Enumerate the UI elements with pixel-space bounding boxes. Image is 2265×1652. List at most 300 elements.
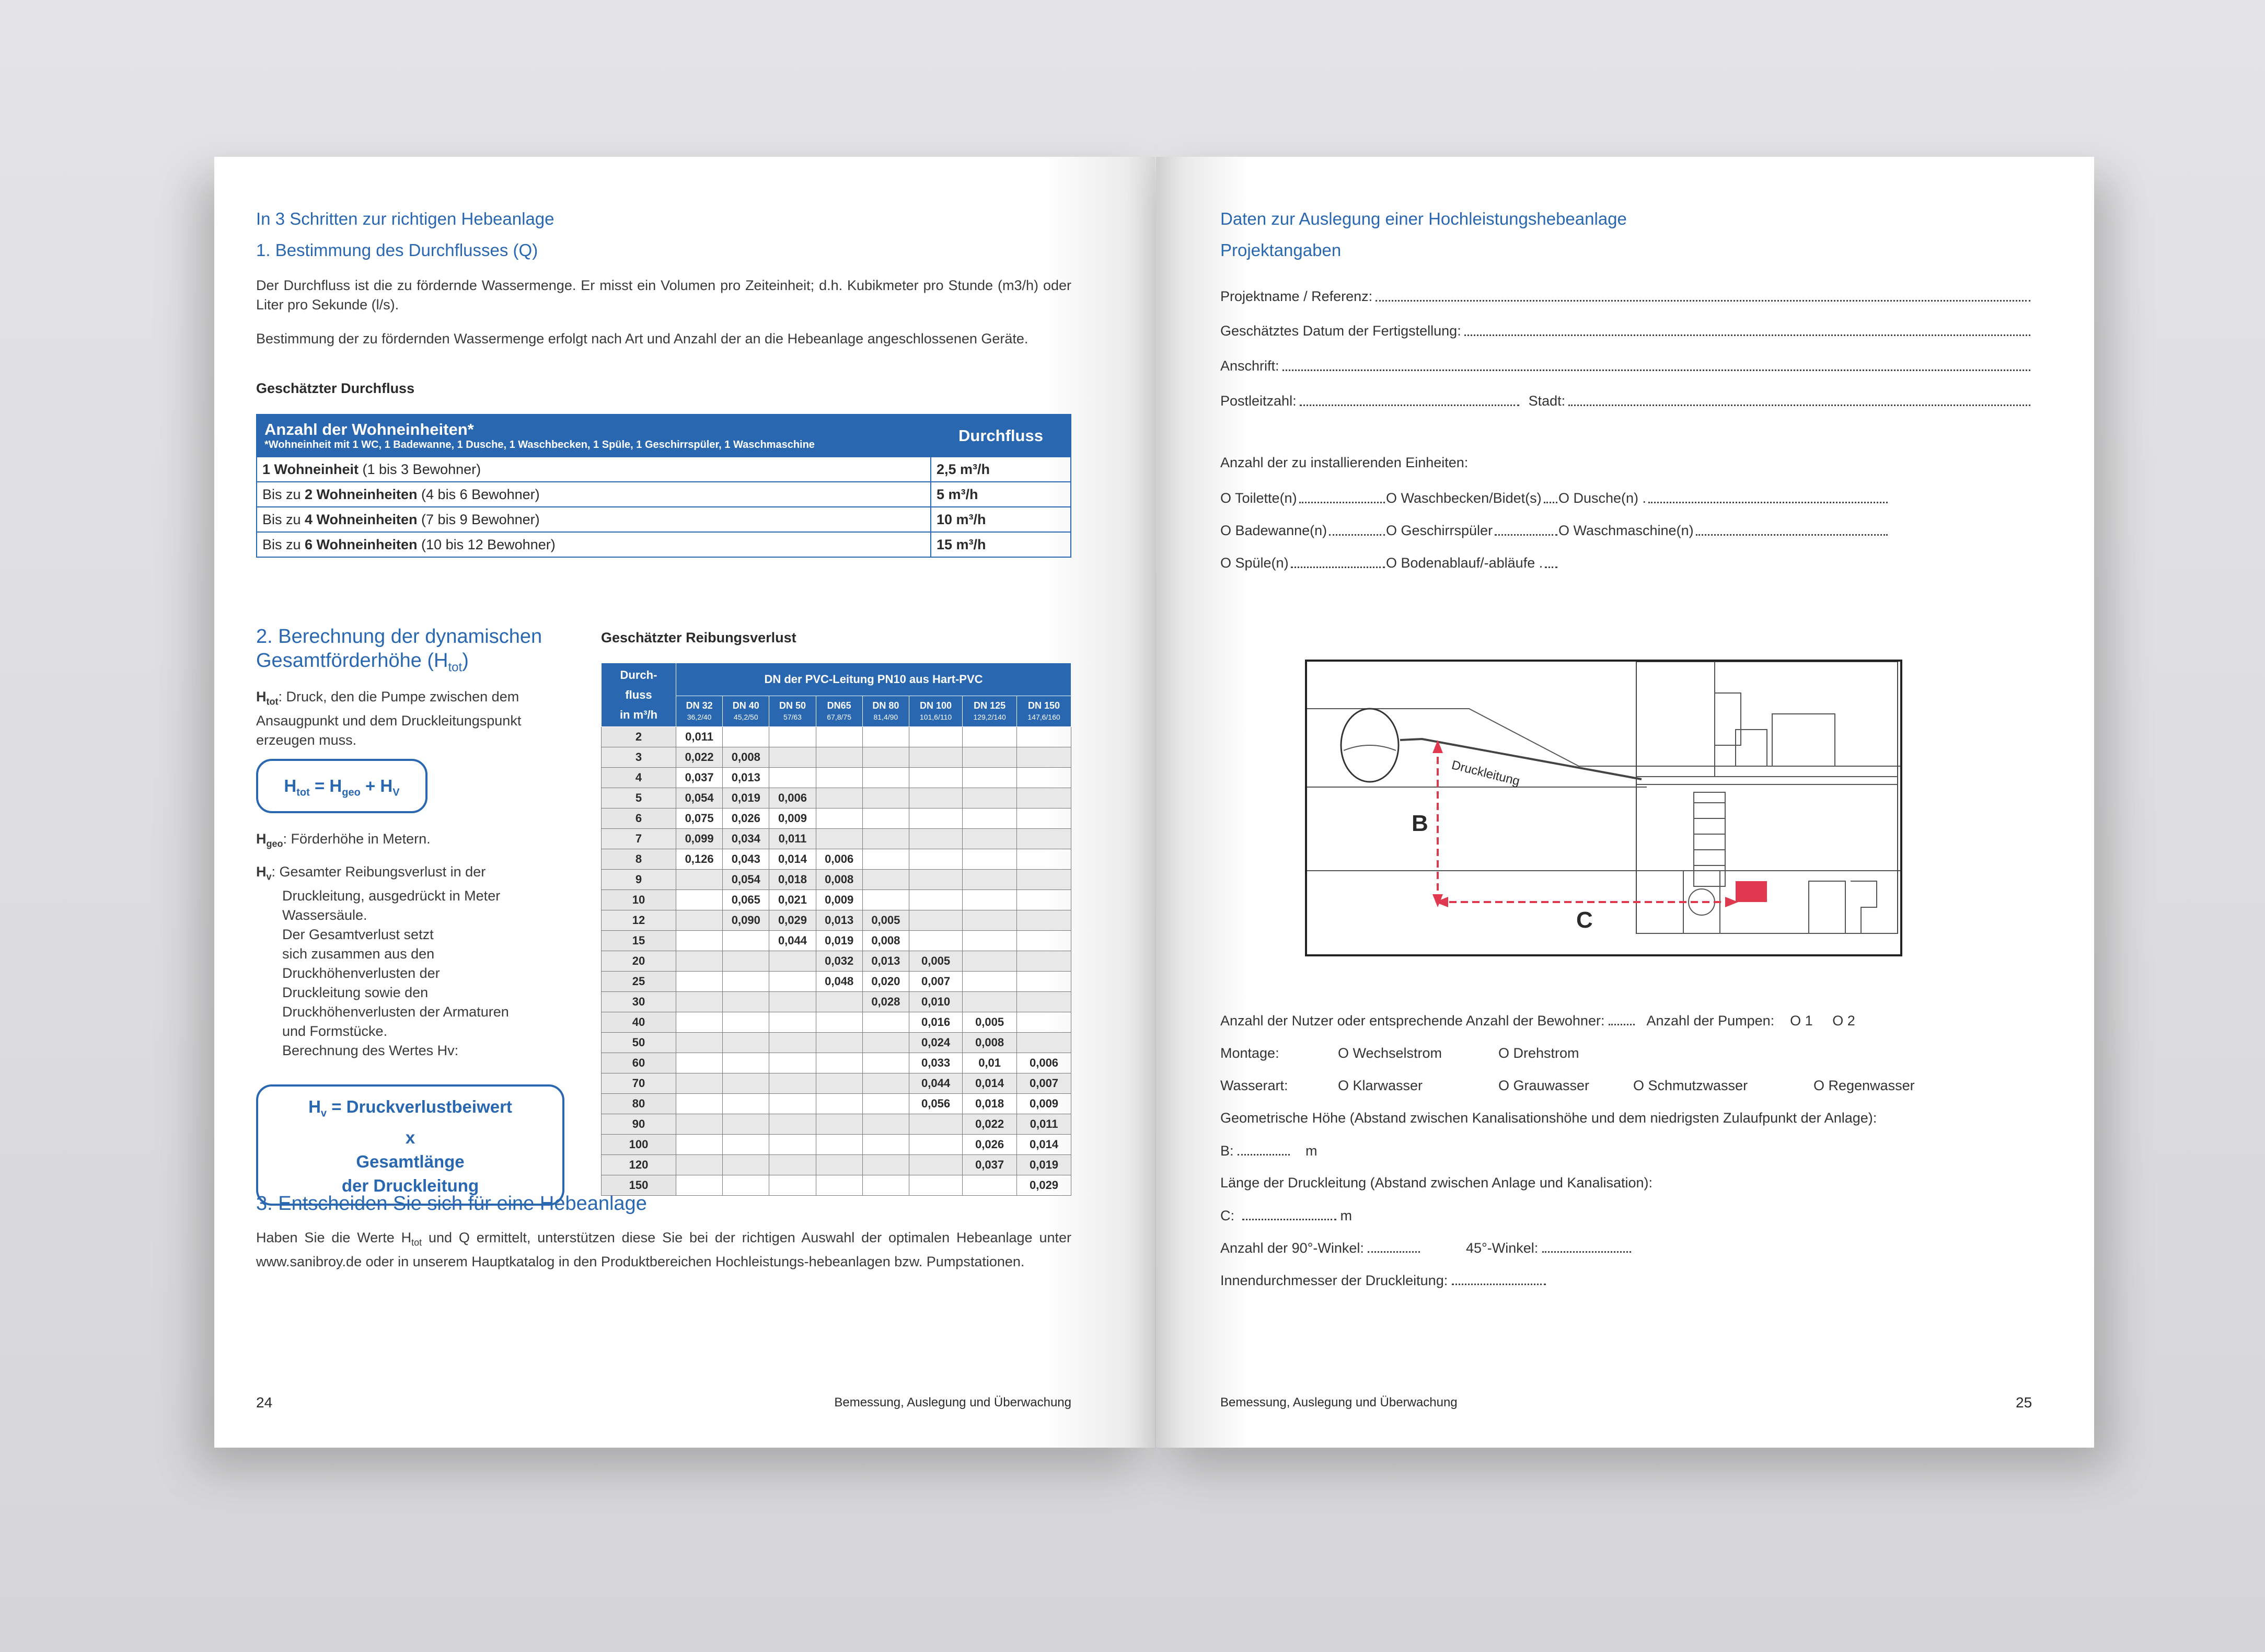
t2-value-cell	[862, 1135, 909, 1155]
length-label: Länge der Druckleitung (Abstand zwischen Anlage und Kanalisation):	[1220, 1175, 1653, 1191]
t2-value-cell	[963, 890, 1017, 910]
t2-value-cell	[769, 747, 816, 768]
t2-value-cell	[676, 951, 723, 972]
t2-value-cell	[862, 1033, 909, 1053]
t2-value-cell: 0,010	[909, 992, 962, 1012]
field-datum[interactable]: Geschätztes Datum der Fertigstellung:	[1220, 323, 2030, 339]
t2-value-cell	[909, 727, 962, 747]
field-plz-stadt[interactable]: Postleitzahl: Stadt:	[1220, 393, 2030, 409]
t2-value-cell: 0,026	[723, 808, 769, 829]
t2-value-cell	[1017, 829, 1071, 849]
t2-value-cell	[963, 951, 1017, 972]
flow-table-header	[257, 414, 1071, 457]
t2-value-cell	[862, 829, 909, 849]
flow-table-flow: 2,5 m³/h	[931, 457, 1071, 482]
t2-value-cell: 0,099	[676, 829, 723, 849]
t2-value-cell: 0,044	[909, 1073, 962, 1094]
t2-value-cell: 0,019	[816, 931, 862, 951]
t2-value-cell: 0,029	[1017, 1175, 1071, 1196]
montage-wechselstrom[interactable]: O Wechselstrom	[1338, 1045, 1442, 1061]
flow-table-head-main: Anzahl der Wohneinheiten*	[264, 420, 474, 438]
t2-value-cell: 0,013	[723, 768, 769, 788]
hv-desc-line: Berechnung des Wertes Hv:	[282, 1043, 459, 1059]
t2-value-cell: 0,006	[816, 849, 862, 870]
t2-value-cell: 0,044	[769, 931, 816, 951]
field-anschrift[interactable]: Anschrift:	[1220, 358, 2030, 374]
t2-row	[602, 1012, 1071, 1033]
diagram-pipe-label: Druckleitung	[1450, 758, 1521, 789]
pump-option-1[interactable]: O 1	[1790, 1013, 1813, 1029]
t2-value-cell	[963, 910, 1017, 931]
t2-row	[602, 1155, 1071, 1175]
t2-value-cell: 0,005	[909, 951, 962, 972]
field-inner-diameter[interactable]: Innendurchmesser der Druckleitung:	[1220, 1272, 1546, 1289]
t2-value-cell: 0,005	[862, 910, 909, 931]
t2-flow-cell: 25	[602, 972, 676, 992]
t2-value-cell	[723, 1175, 769, 1196]
t2-value-cell	[816, 788, 862, 808]
t2-value-cell: 0,01	[963, 1053, 1017, 1073]
t2-value-cell: 0,011	[1017, 1114, 1071, 1135]
unit-option[interactable]: O Waschbecken/Bidet(s)	[1386, 490, 1557, 506]
t2-value-cell	[909, 1175, 962, 1196]
t2-value-cell	[723, 1073, 769, 1094]
users-line[interactable]: Anzahl der Nutzer oder entsprechende Anzahl der Bewohner: Anzahl der Pumpen: O 1 O 2	[1220, 1013, 1855, 1029]
t2-value-cell	[862, 1053, 909, 1073]
t2-flow-cell: 2	[602, 727, 676, 747]
t2-value-cell	[676, 1155, 723, 1175]
t2-value-cell	[769, 951, 816, 972]
t2-head-main: DN der PVC-Leitung PN10 aus Hart-PVC	[676, 663, 1071, 696]
form-heading: Daten zur Auslegung einer Hochleistungshebeanlage	[1220, 209, 1627, 228]
t2-value-cell: 0,008	[862, 931, 909, 951]
t2-value-cell: 0,054	[723, 870, 769, 890]
step2-heading-line1: 2. Berechnung der dynamischen	[256, 626, 542, 648]
hv-desc-line: Der Gesamtverlust setzt	[282, 927, 434, 943]
t2-flow-cell: 50	[602, 1033, 676, 1053]
t2-value-cell	[676, 1135, 723, 1155]
t2-value-cell: 0,009	[1017, 1094, 1071, 1114]
t2-value-cell	[862, 1155, 909, 1175]
t2-value-cell: 0,011	[769, 829, 816, 849]
t2-value-cell	[1017, 1012, 1071, 1033]
t2-value-cell: 0,021	[769, 890, 816, 910]
t2-value-cell	[1017, 972, 1071, 992]
t2-value-cell	[676, 1053, 723, 1073]
t2-value-cell: 0,008	[723, 747, 769, 768]
t2-flow-cell: 60	[602, 1053, 676, 1073]
t2-value-cell: 0,037	[963, 1155, 1017, 1175]
t2-value-cell: 0,008	[816, 870, 862, 890]
t2-value-cell: 0,007	[909, 972, 962, 992]
t2-value-cell	[963, 808, 1017, 829]
t2-flow-cell: 120	[602, 1155, 676, 1175]
t2-row	[602, 1135, 1071, 1155]
t2-flow-cell: 90	[602, 1114, 676, 1135]
t2-flow-cell: 70	[602, 1073, 676, 1094]
flow-table-units: Bis zu 6 Wohneinheiten (10 bis 12 Bewohner)	[257, 532, 931, 557]
t2-value-cell: 0,008	[963, 1033, 1017, 1053]
flow-table-head-note: *Wohneinheit mit 1 WC, 1 Badewanne, 1 Dusche, 1 Waschbecken, 1 Spüle, 1 Geschirrspüler, 1 Waschmaschine	[264, 439, 815, 450]
t2-value-cell	[816, 1073, 862, 1094]
flow-table-row	[257, 507, 1071, 532]
t2-value-cell: 0,033	[909, 1053, 962, 1073]
t2-value-cell	[1017, 768, 1071, 788]
table1-caption: Geschätzter Durchfluss	[256, 380, 415, 396]
t2-col-head: DN 80 81,4/90	[862, 696, 909, 727]
flow-table-flow: 5 m³/h	[931, 482, 1071, 507]
t2-value-cell	[816, 829, 862, 849]
t2-value-cell: 0,006	[769, 788, 816, 808]
t2-value-cell	[1017, 1033, 1071, 1053]
t2-value-cell	[909, 910, 962, 931]
hv-definition: $H_v$: Gesamter Reibungsverlust in der Druckleitung, ausgedrückt in Meter Wassersäule. Der Gesamtverlust setzt sich zusammen aus den Druckhöhenverlusten der Druckleitung sowie den Druckhöhenverlusten der Armaturen und Formstücke. Berechnung des Wertes Hv:	[256, 862, 580, 1060]
t2-value-cell	[963, 788, 1017, 808]
flow-table	[256, 414, 1071, 558]
t2-value-cell	[723, 951, 769, 972]
t2-value-cell	[862, 1114, 909, 1135]
t2-value-cell: 0,028	[862, 992, 909, 1012]
t2-value-cell: 0,013	[862, 951, 909, 972]
hv-desc-line: sich zusammen aus den	[282, 946, 435, 962]
field-b[interactable]: B: m	[1220, 1143, 1318, 1159]
t2-value-cell	[909, 1114, 962, 1135]
flow-table-units: 1 Wohneinheit (1 bis 3 Bewohner)	[257, 457, 931, 482]
step1-heading: 1. Bestimmung des Durchflusses (Q)	[256, 240, 538, 260]
friction-loss-table	[601, 663, 1071, 1196]
flow-table-flow: 15 m³/h	[931, 532, 1071, 557]
t2-flow-cell: 5	[602, 788, 676, 808]
t2-value-cell	[909, 829, 962, 849]
t2-value-cell	[723, 1114, 769, 1135]
t2-row	[602, 1033, 1071, 1053]
t2-row	[602, 808, 1071, 829]
t2-flow-cell: 8	[602, 849, 676, 870]
t2-value-cell	[909, 931, 962, 951]
hv-desc-line: Druckleitung sowie den	[282, 985, 429, 1001]
t2-value-cell: 0,065	[723, 890, 769, 910]
t2-value-cell	[816, 1033, 862, 1053]
unit-option[interactable]: O Geschirrspüler	[1386, 523, 1557, 539]
step3-heading: 3. Entscheiden Sie sich für eine Hebeanlage	[256, 1193, 647, 1215]
t2-value-cell: 0,034	[723, 829, 769, 849]
unit-option[interactable]: O Badewanne(n)	[1220, 523, 1385, 539]
t2-value-cell	[862, 747, 909, 768]
t2-value-cell	[723, 1012, 769, 1033]
t2-row	[602, 768, 1071, 788]
flow-table-row	[257, 457, 1071, 482]
t2-col-head: DN 100 101,6/110	[909, 696, 962, 727]
t2-value-cell	[963, 768, 1017, 788]
t2-head-flow: Durch- fluss in m³/h	[602, 663, 676, 727]
t2-value-cell	[909, 768, 962, 788]
t2-value-cell	[862, 890, 909, 910]
t2-value-cell	[816, 768, 862, 788]
t2-row	[602, 870, 1071, 890]
hv-desc-line: : Gesamter Reibungsverlust in der	[271, 864, 486, 880]
t2-value-cell	[816, 727, 862, 747]
t2-value-cell	[1017, 992, 1071, 1012]
t2-value-cell: 0,014	[1017, 1135, 1071, 1155]
form-subheading: Projektangaben	[1220, 240, 1342, 260]
t2-value-cell	[769, 992, 816, 1012]
t2-row	[602, 727, 1071, 747]
t2-row	[602, 1073, 1071, 1094]
main-heading: In 3 Schritten zur richtigen Hebeanlage	[256, 209, 554, 228]
t2-flow-cell: 7	[602, 829, 676, 849]
t2-value-cell: 0,005	[963, 1012, 1017, 1033]
t2-value-cell: 0,019	[723, 788, 769, 808]
t2-value-cell	[909, 788, 962, 808]
t2-value-cell	[769, 972, 816, 992]
t2-value-cell	[862, 1094, 909, 1114]
t2-value-cell	[816, 747, 862, 768]
t2-value-cell	[862, 768, 909, 788]
units-title: Anzahl der zu installierenden Einheiten:	[1220, 455, 1469, 470]
t2-value-cell	[723, 1053, 769, 1073]
t2-value-cell	[862, 849, 909, 870]
t2-value-cell: 0,029	[769, 910, 816, 931]
t2-value-cell	[963, 747, 1017, 768]
t2-value-cell	[963, 992, 1017, 1012]
t2-value-cell	[909, 808, 962, 829]
t2-value-cell: 0,090	[723, 910, 769, 931]
unit-option[interactable]: O Toilette(n)	[1220, 490, 1385, 506]
t2-flow-cell: 80	[602, 1094, 676, 1114]
t2-value-cell	[676, 1094, 723, 1114]
formula-hv: $H_v$ = Druckverlustbeiwert x Gesamtlänge der Druckleitung	[256, 1084, 564, 1206]
t2-flow-cell: 4	[602, 768, 676, 788]
t2-value-cell: 0,018	[769, 870, 816, 890]
t2-flow-cell: 40	[602, 1012, 676, 1033]
right-page	[1156, 157, 2094, 1448]
t2-value-cell	[963, 829, 1017, 849]
t2-value-cell	[723, 727, 769, 747]
t2-value-cell	[816, 1175, 862, 1196]
flow-table-units: Bis zu 2 Wohneinheiten (4 bis 6 Bewohner)	[257, 482, 931, 507]
montage-drehstrom[interactable]: O Drehstrom	[1498, 1045, 1579, 1061]
wasserart-schmutz[interactable]: O Schmutzwasser	[1633, 1078, 1748, 1093]
formula-htot: $H_{tot} = H_{geo} + H_V$	[256, 759, 427, 813]
t2-row	[602, 1114, 1071, 1135]
t2-row	[602, 829, 1071, 849]
step3-paragraph: Haben Sie die Werte $H_{tot}$ und Q ermittelt, unterstützen diese Sie bei der richtigen Auswahl der optimalen Hebeanlage unter www.sanibroy.de oder in unserem Hauptkatalog in den Produktbereichen Hochleistungs-hebeanlagen bzw. Pumpstationen.	[256, 1230, 1071, 1270]
t2-value-cell: 0,006	[1017, 1053, 1071, 1073]
wasserart-line: Wasserart: O Klarwasser O Grauwasser O Schmutzwasser O Regenwasser	[1220, 1078, 1915, 1093]
pump-option-2[interactable]: O 2	[1832, 1013, 1855, 1029]
t2-value-cell: 0,037	[676, 768, 723, 788]
t2-flow-cell: 30	[602, 992, 676, 1012]
table2-caption: Geschätzter Reibungsverlust	[601, 630, 796, 645]
t2-value-cell: 0,032	[816, 951, 862, 972]
t2-value-cell	[723, 1135, 769, 1155]
t2-value-cell	[1017, 727, 1071, 747]
wasserart-regen[interactable]: O Regenwasser	[1813, 1078, 1915, 1093]
hgeo-definition: $H_{geo}$: Förderhöhe in Metern.	[256, 831, 431, 849]
flow-table-row	[257, 482, 1071, 507]
t2-row	[602, 992, 1071, 1012]
t2-row	[602, 951, 1071, 972]
t2-value-cell	[909, 870, 962, 890]
t2-value-cell: 0,043	[723, 849, 769, 870]
montage-line: Montage: O Wechselstrom O Drehstrom	[1220, 1045, 1579, 1061]
t2-value-cell	[862, 788, 909, 808]
t2-value-cell	[1017, 931, 1071, 951]
hv-desc-line: Wassersäule.	[282, 907, 367, 923]
t2-value-cell: 0,014	[963, 1073, 1017, 1094]
t2-flow-cell: 150	[602, 1175, 676, 1196]
field-projektname[interactable]: Projektname / Referenz:	[1220, 288, 2030, 305]
t2-value-cell	[1017, 849, 1071, 870]
installation-diagram	[1305, 660, 1902, 956]
t2-value-cell	[909, 747, 962, 768]
t2-flow-cell: 3	[602, 747, 676, 768]
t2-value-cell	[963, 1175, 1017, 1196]
t2-value-cell	[723, 1033, 769, 1053]
step2-heading	[256, 625, 542, 680]
t2-value-cell	[1017, 808, 1071, 829]
t2-col-head: DN 125 129,2/140	[963, 696, 1017, 727]
t2-value-cell	[676, 870, 723, 890]
t2-row	[602, 972, 1071, 992]
t2-value-cell	[723, 931, 769, 951]
hv-desc-line: Druckleitung, ausgedrückt in Meter	[282, 888, 501, 904]
t2-row	[602, 788, 1071, 808]
t2-value-cell	[676, 972, 723, 992]
t2-value-cell: 0,019	[1017, 1155, 1071, 1175]
t2-row	[602, 1053, 1071, 1073]
t2-value-cell	[963, 727, 1017, 747]
t2-value-cell: 0,014	[769, 849, 816, 870]
t2-value-cell	[676, 931, 723, 951]
t2-value-cell	[963, 972, 1017, 992]
flow-table-flow: 10 m³/h	[931, 507, 1071, 532]
t2-value-cell	[769, 768, 816, 788]
htot-definition: $H_{tot}$: Druck, den die Pumpe zwischen dem Ansaugpunkt und dem Druckleitungspunkt erzeugen muss.	[256, 689, 522, 748]
t2-value-cell	[862, 870, 909, 890]
t2-value-cell	[862, 727, 909, 747]
t2-value-cell	[723, 972, 769, 992]
t2-value-cell	[769, 1073, 816, 1094]
t2-flow-cell: 9	[602, 870, 676, 890]
t2-flow-cell: 15	[602, 931, 676, 951]
field-angles[interactable]: Anzahl der 90°-Winkel: 45°-Winkel:	[1220, 1240, 1631, 1256]
t2-value-cell: 0,022	[676, 747, 723, 768]
unit-option[interactable]: O Dusche(n) .	[1558, 490, 1888, 506]
wasserart-grau[interactable]: O Grauwasser	[1498, 1078, 1590, 1093]
t2-value-cell	[676, 1073, 723, 1094]
t2-value-cell	[816, 1053, 862, 1073]
t2-value-cell	[816, 1094, 862, 1114]
page-number-left: 24	[256, 1394, 273, 1411]
flow-table-units: Bis zu 4 Wohneinheiten (7 bis 9 Bewohner)	[257, 507, 931, 532]
t2-value-cell	[769, 1053, 816, 1073]
t2-row	[602, 849, 1071, 870]
t2-value-cell	[769, 727, 816, 747]
t2-value-cell: 0,011	[676, 727, 723, 747]
t2-value-cell: 0,009	[769, 808, 816, 829]
step1-paragraph-1: Der Durchfluss ist die zu fördernde Wassermenge. Er misst ein Volumen pro Zeiteinheit; d.h. Kubikmeter pro Stunde (m3/h) oder Liter pro Sekunde (l/s).	[256, 278, 1071, 313]
footer-left: Bemessung, Auslegung und Überwachung	[834, 1395, 1071, 1410]
t2-value-cell	[676, 1114, 723, 1135]
diagram-label-c: C	[1576, 907, 1593, 933]
t2-value-cell: 0,007	[1017, 1073, 1071, 1094]
step1-paragraph-2: Bestimmung der zu fördernden Wassermenge erfolgt nach Art und Anzahl der an die Hebeanlage angeschlossenen Geräte.	[256, 331, 1029, 346]
t2-value-cell	[1017, 747, 1071, 768]
t2-value-cell	[676, 910, 723, 931]
t2-value-cell	[723, 992, 769, 1012]
t2-value-cell	[909, 1135, 962, 1155]
t2-value-cell: 0,026	[963, 1135, 1017, 1155]
t2-col-head: DN65 67,8/75	[816, 696, 862, 727]
t2-value-cell: 0,056	[909, 1094, 962, 1114]
t2-col-head: DN 40 45,2/50	[723, 696, 769, 727]
wasserart-klar[interactable]: O Klarwasser	[1338, 1078, 1423, 1093]
t2-value-cell	[769, 1033, 816, 1053]
t2-value-cell: 0,075	[676, 808, 723, 829]
t2-row	[602, 910, 1071, 931]
t2-value-cell: 0,009	[816, 890, 862, 910]
t2-value-cell	[769, 1012, 816, 1033]
page-number-right: 25	[2016, 1394, 2032, 1411]
t2-value-cell	[676, 890, 723, 910]
t2-value-cell: 0,054	[676, 788, 723, 808]
t2-value-cell	[963, 849, 1017, 870]
t2-value-cell	[769, 1114, 816, 1135]
t2-value-cell	[1017, 951, 1071, 972]
t2-value-cell	[769, 1135, 816, 1155]
hv-desc-line: und Formstücke.	[282, 1023, 388, 1039]
t2-row	[602, 931, 1071, 951]
t2-col-head: DN 50 57/63	[769, 696, 816, 727]
hv-desc-line: Druckhöhenverlusten der	[282, 965, 440, 981]
left-page	[214, 157, 1155, 1448]
t2-value-cell	[909, 849, 962, 870]
t2-value-cell	[816, 1114, 862, 1135]
t2-col-head: DN 150 147,6/160	[1017, 696, 1071, 727]
t2-value-cell	[862, 808, 909, 829]
t2-flow-cell: 100	[602, 1135, 676, 1155]
t2-value-cell	[862, 1012, 909, 1033]
t2-value-cell: 0,048	[816, 972, 862, 992]
t2-row	[602, 890, 1071, 910]
t2-value-cell	[676, 1175, 723, 1196]
t2-value-cell: 0,016	[909, 1012, 962, 1033]
t2-value-cell	[909, 890, 962, 910]
t2-value-cell	[676, 1012, 723, 1033]
t2-row	[602, 1175, 1071, 1196]
diagram-label-b: B	[1412, 811, 1428, 836]
t2-value-cell	[676, 992, 723, 1012]
geo-height-label: Geometrische Höhe (Abstand zwischen Kanalisationshöhe und dem niedrigsten Zulaufpunkt der Anlage):	[1220, 1110, 1877, 1126]
unit-option[interactable]: O Spüle(n)	[1220, 555, 1385, 571]
t2-value-cell	[816, 1012, 862, 1033]
unit-option[interactable]: O Bodenablauf/-abläufe .	[1386, 555, 1557, 571]
t2-value-cell	[909, 1155, 962, 1175]
t2-value-cell	[723, 1155, 769, 1175]
field-c[interactable]: C: m	[1220, 1208, 1353, 1223]
t2-value-cell	[816, 1135, 862, 1155]
t2-value-cell	[676, 1033, 723, 1053]
t2-row	[602, 1094, 1071, 1114]
t2-value-cell: 0,024	[909, 1033, 962, 1053]
t2-value-cell: 0,020	[862, 972, 909, 992]
unit-option[interactable]: O Waschmaschine(n)	[1558, 523, 1888, 539]
t2-col-head: DN 32 36,2/40	[676, 696, 723, 727]
flow-table-row	[257, 532, 1071, 557]
t2-value-cell	[723, 1094, 769, 1114]
t2-flow-cell: 10	[602, 890, 676, 910]
